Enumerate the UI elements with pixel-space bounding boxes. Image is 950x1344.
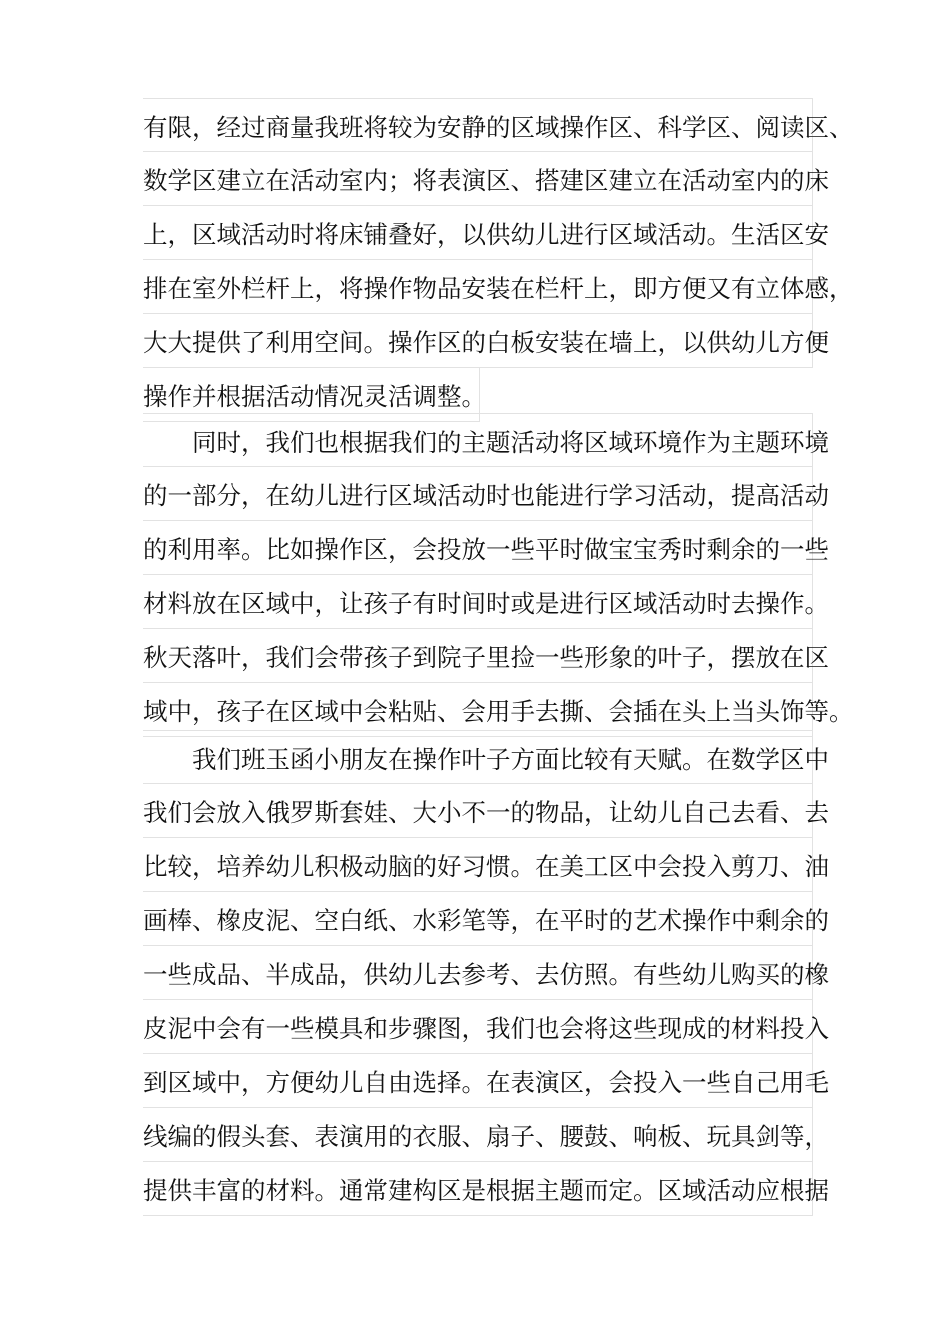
text-line: 上，区域活动时将床铺叠好，以供幼儿进行区域活动。生活区安 [143,206,813,260]
text-line: 我们会放入俄罗斯套娃、大小不一的物品，让幼儿自己去看、去 [143,784,813,838]
text-line: 材料放在区域中，让孩子有时间时或是进行区域活动时去操作。 [143,575,813,629]
paragraph-2 [143,413,854,737]
paragraph-1 [143,98,854,422]
text-line: 同时，我们也根据我们的主题活动将区域环境作为主题环境 [143,413,813,467]
text-line: 有限，经过商量我班将较为安静的区域操作区、科学区、阅读区、 [143,98,813,152]
text-line: 域中，孩子在区域中会粘贴、会用手去撕、会插在头上当头饰等。 [143,683,813,737]
text-line: 一些成品、半成品，供幼儿去参考、去仿照。有些幼儿购买的橡 [143,946,813,1000]
text-line: 数学区建立在活动室内；将表演区、搭建区建立在活动室内的床 [143,152,813,206]
text-line: 的利用率。比如操作区，会投放一些平时做宝宝秀时剩余的一些 [143,521,813,575]
text-line: 皮泥中会有一些模具和步骤图，我们也会将这些现成的材料投入 [143,1000,813,1054]
text-line: 排在室外栏杆上，将操作物品安装在栏杆上，即方便又有立体感， [143,260,813,314]
text-line: 大大提供了利用空间。操作区的白板安装在墙上，以供幼儿方便 [143,314,813,368]
text-line: 的一部分，在幼儿进行区域活动时也能进行学习活动，提高活动 [143,467,813,521]
text-line: 秋天落叶，我们会带孩子到院子里捡一些形象的叶子，摆放在区 [143,629,813,683]
text-line: 操作并根据活动情况灵活调整。 [143,368,480,422]
text-line: 到区域中，方便幼儿自由选择。在表演区，会投入一些自己用毛 [143,1054,813,1108]
text-line: 提供丰富的材料。通常建构区是根据主题而定。区域活动应根据 [143,1162,813,1216]
text-line: 线编的假头套、表演用的衣服、扇子、腰鼓、响板、玩具剑等， [143,1108,813,1162]
text-line: 我们班玉函小朋友在操作叶子方面比较有天赋。在数学区中 [143,730,813,784]
text-line: 比较，培养幼儿积极动脑的好习惯。在美工区中会投入剪刀、油 [143,838,813,892]
paragraph-3 [143,730,829,1216]
text-line: 画棒、橡皮泥、空白纸、水彩笔等，在平时的艺术操作中剩余的 [143,892,813,946]
